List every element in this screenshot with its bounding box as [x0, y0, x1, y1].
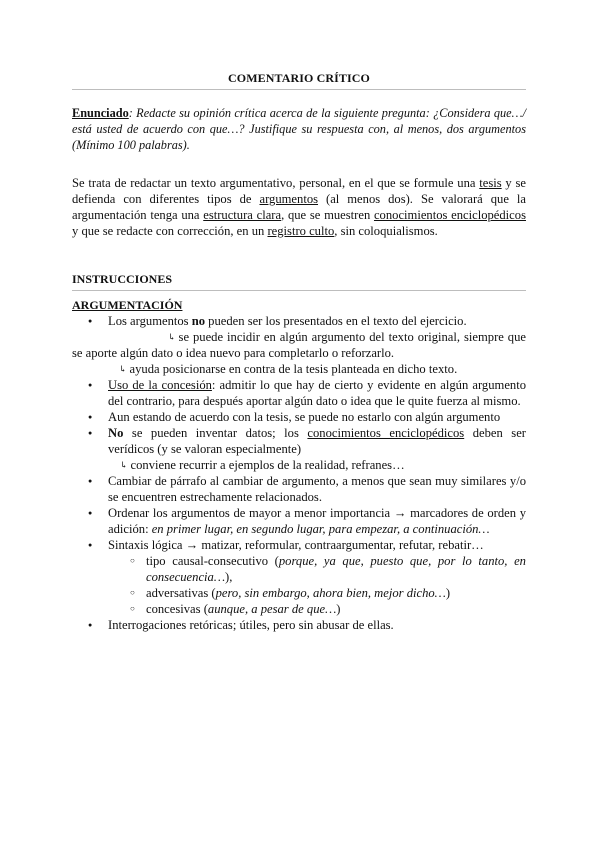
list-item: [72, 537, 526, 617]
intro-underline-tesis: tesis: [479, 176, 502, 190]
intro-text: (al menos dos). Se valorará que la argumentación tenga una: [72, 192, 527, 222]
instruction-list: [72, 313, 526, 633]
item-text: Cambiar de párrafo al cambiar de argumento, a menos que sean muy similares y/o se encuentren estrechamente relacionados.: [108, 474, 526, 504]
list-item: [72, 473, 526, 505]
item-bold: no: [191, 314, 206, 328]
arrow-icon: ↳: [119, 364, 127, 374]
sub-list-item: [108, 553, 526, 585]
list-item: [72, 377, 526, 409]
list-item: [72, 409, 526, 425]
item-text: pueden ser los presentados en el texto del ejercicio.: [205, 314, 467, 328]
item-text: ): [445, 586, 451, 600]
item-text: ),: [225, 570, 233, 584]
intro-underline-registro: registro culto: [267, 224, 335, 238]
title-divider: [72, 89, 526, 90]
intro-text: y que se redacte con corrección, en un: [72, 224, 268, 238]
item-text: conviene recurrir a ejemplos de la realidad, refranes…: [130, 458, 405, 472]
item-text: Sintaxis lógica → matizar, reformular, contraargumentar, refutar, rebatir…: [108, 538, 484, 552]
sub-arrow-item: [108, 361, 526, 377]
item-text: deben ser verídicos (y se valoran especialmente): [108, 426, 526, 456]
page-title: COMENTARIO CRÍTICO: [228, 71, 370, 85]
list-item: [72, 617, 526, 633]
sub-list-item: [108, 601, 526, 617]
item-underline: conocimientos enciclopédicos: [307, 426, 465, 440]
item-text: Aun estando de acuerdo con la tesis, se puede no estarlo con algún argumento: [108, 410, 501, 424]
enunciado-text: : Redacte su opinión crítica acerca de la siguiente pregunta: ¿Considera que…/ está usted de acuerdo con que…? Justifique su respuesta con, al menos, dos argumentos (Mínimo 100 palabras).: [72, 106, 526, 152]
list-item: [72, 425, 526, 473]
item-underline: Uso de la concesión: [108, 378, 212, 392]
item-italic: porque, ya que, puesto que, por lo tanto, en consecuencia…: [146, 554, 526, 584]
list-item: [72, 505, 526, 537]
item-text: concesivas (: [146, 602, 208, 616]
intro-text: y se defienda con diferentes tipos de: [72, 176, 527, 206]
intro-paragraph: [72, 175, 526, 239]
sub-list-item: [108, 585, 526, 601]
instrucciones-divider: [72, 290, 526, 291]
arrow-icon: ↳: [120, 460, 128, 470]
sub-list: [108, 553, 526, 617]
instrucciones-heading: INSTRUCCIONES: [72, 272, 173, 286]
item-text: : admitir lo que hay de cierto y evidente en algún argumento del contrario, para después aportar algún dato o idea que le quite fuerza al mismo.: [108, 378, 527, 408]
intro-underline-conocimientos: conocimientos enciclopédicos: [373, 208, 526, 222]
item-text: se puede incidir en algún argumento del texto original, siempre que se aporte algún dato o idea nuevo para completarlo o reforzarlo.: [72, 330, 526, 360]
intro-text: , que se muestren: [281, 208, 374, 222]
item-text: se pueden inventar datos; los: [123, 426, 308, 440]
intro-underline-argumentos: argumentos: [259, 192, 319, 206]
intro-text: Se trata de redactar un texto argumentativo, personal, en el que se formule una: [72, 176, 480, 190]
intro-text: , sin coloquialismos.: [334, 224, 438, 238]
intro-underline-estructura: estructura clara: [203, 208, 282, 222]
item-text: adversativas (: [146, 586, 216, 600]
document-page: [72, 70, 526, 633]
item-text: ): [336, 602, 341, 616]
item-text: Interrogaciones retóricas; útiles, pero sin abusar de ellas.: [108, 618, 394, 632]
sub-arrow-item: [72, 329, 526, 361]
item-bold: No: [108, 426, 124, 440]
arrow-icon: ↳: [168, 332, 176, 342]
list-item: [72, 313, 526, 377]
sub-arrow-item: [108, 457, 526, 473]
item-text: tipo causal-consecutivo (: [146, 554, 279, 568]
item-text: ayuda posicionarse en contra de la tesis planteada en dicho texto.: [129, 362, 458, 376]
enunciado-paragraph: [72, 105, 526, 153]
item-text: Ordenar los argumentos de mayor a menor importancia → marcadores de orden y adición:: [108, 506, 526, 536]
item-italic: en primer lugar, en segundo lugar, para empezar, a continuación…: [151, 522, 490, 536]
enunciado-label: Enunciado: [72, 106, 129, 120]
argumentacion-heading: ARGUMENTACIÓN: [72, 298, 183, 312]
item-text: Los argumentos: [108, 314, 192, 328]
item-italic: aunque, a pesar de que…: [207, 602, 337, 616]
item-italic: pero, sin embargo, ahora bien, mejor dicho…: [215, 586, 446, 600]
